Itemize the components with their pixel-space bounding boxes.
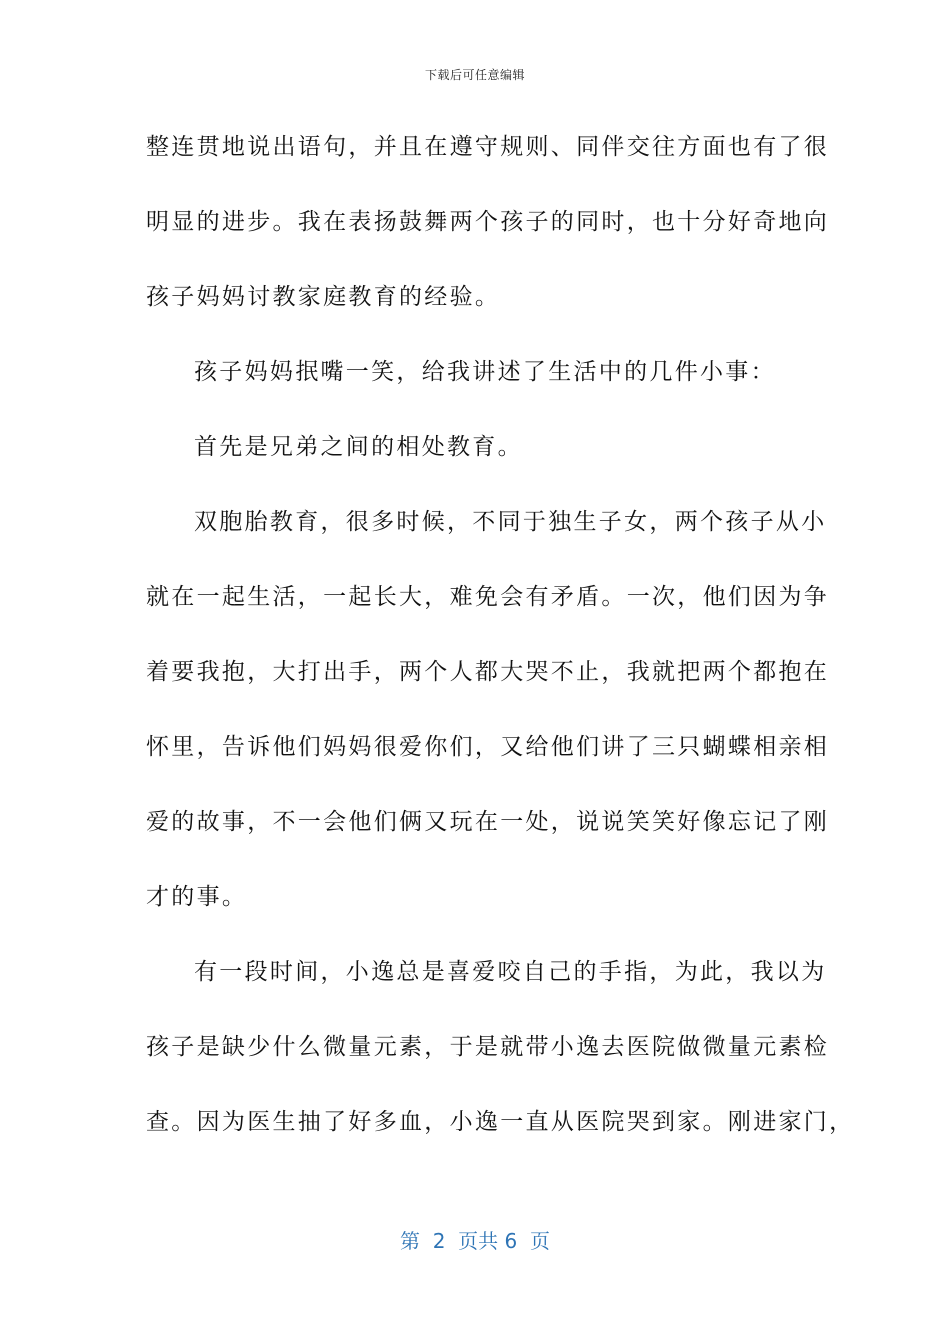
text-line: 明显的进步。我在表扬鼓舞两个孩子的同时，也十分好奇地向 [146, 209, 830, 235]
paragraph-start-line: 孩子妈妈抿嘴一笑，给我讲述了生活中的几件小事： [194, 359, 776, 385]
text-line: 查。因为医生抽了好多血，小逸一直从医院哭到家。刚进家门， [146, 1109, 855, 1135]
page-footer [0, 1225, 950, 1254]
paragraph-start-line: 有一段时间，小逸总是喜爱咬自己的手指，为此，我以为 [194, 959, 827, 985]
page-header: 下载后可任意编辑 [424, 68, 525, 82]
paragraph-start-line: 首先是兄弟之间的相处教育。 [194, 434, 523, 460]
text-line: 整连贯地说出语句，并且在遵守规则、同伴交往方面也有了很 [146, 134, 830, 160]
page-number: 第 2 页共 6 页 [400, 1229, 550, 1253]
paragraph-start-line: 双胞胎教育，很多时候，不同于独生子女，两个孩子从小 [194, 509, 827, 535]
document-body [146, 110, 855, 1160]
text-line: 爱的故事，不一会他们俩又玩在一处，说说笑笑好像忘记了刚 [146, 809, 830, 835]
text-line: 才的事。 [146, 884, 248, 910]
text-line: 就在一起生活，一起长大，难免会有矛盾。一次，他们因为争 [146, 584, 830, 610]
text-line: 孩子是缺少什么微量元素，于是就带小逸去医院做微量元素检 [146, 1034, 830, 1060]
text-line: 怀里，告诉他们妈妈很爱你们，又给他们讲了三只蝴蝶相亲相 [146, 734, 830, 760]
text-line: 着要我抱，大打出手，两个人都大哭不止，我就把两个都抱在 [146, 659, 830, 685]
text-line: 孩子妈妈讨教家庭教育的经验。 [146, 284, 501, 310]
